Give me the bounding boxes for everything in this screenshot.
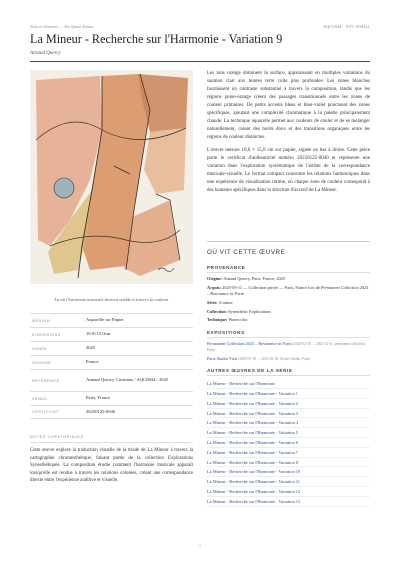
series-link[interactable]: La Mineur - Recherche sur l'Harmonie - Variation 5 (207, 428, 370, 438)
spec-row-year (30, 341, 193, 355)
description-paragraph: L'œuvre mesure 10,0 × 15,0 cm sur papier, signée en bas à droite. Cette pièce porte le certificat d'authenticité numéro 20250125-0040 et représente une variation dans l'exploration systématique de l'artiste de la correspondance musicale-visuelle. Le format compact concentre les relations harmoniques dans une expérience de visualisation intime, où chaque zone de couleur correspond à des hauteurs spécifiques dans la structure d'accord de La Mineur. (207, 148, 370, 193)
spec-value: Paris, France (86, 395, 110, 401)
artwork-caption: La où l'harmonie musicale devient visible à travers la couleur (54, 297, 169, 302)
provenance-collection (207, 309, 370, 316)
series-link[interactable]: La Mineur - Recherche sur l'Harmonie - Variation 3 (207, 409, 370, 419)
page-title: La Mineur - Recherche sur l'Harmonie - Variation 9 (30, 32, 283, 46)
origin-label: Origine: (207, 276, 223, 281)
series-link[interactable]: La Mineur - Recherche sur l'Harmonie - Variation 7 (207, 448, 370, 458)
spec-label: RÉFÉRENCE (32, 378, 60, 383)
specs-table (30, 313, 193, 419)
where-heading: OÙ VIT CETTE ŒUVRE (207, 249, 286, 256)
where-divider (207, 241, 370, 242)
artwork-description (207, 70, 370, 200)
series-link[interactable]: La Mineur - Recherche sur l'Harmonie - Variation 12 (207, 487, 370, 497)
spec-value: France (86, 359, 99, 365)
curatorial-notes: Cette œuvre explore la traduction visuelle de la triade de La Mineur à travers la cartographie chromesthétique, faisant partie de la collection Explorations Synesthétiques. La composition étudie comment l'harmonie musicale apparaît lorsqu'elle est rendue à travers les relations colorées, créant une correspondance directe entre l'expérience auditive et visuelle. (30, 448, 193, 484)
collection-label: Collection: (207, 308, 228, 314)
exhibition-link[interactable]: Permanent Collection 2025 – Resonance in Form (207, 340, 292, 346)
series-list (207, 379, 370, 506)
acquired-during: lors de (308, 284, 320, 290)
series-link[interactable]: La Mineur - Recherche sur l'Harmonie - Variation 11 (207, 477, 370, 487)
provenance-panel (207, 265, 370, 507)
spec-label: DIMENSIONS (32, 332, 61, 337)
series-link[interactable]: La Mineur - Recherche sur l'Harmonie - Variation 1 (207, 389, 370, 399)
provenance-heading: PROVENANCE (207, 265, 370, 273)
origin-value: Arnaud Quercy, Paris, France, 2025 (223, 276, 286, 281)
acquired-label: Acquis: (207, 284, 222, 290)
acquired-event: Permanent Collection 2025 – Resonance in Form (207, 284, 369, 297)
series-link[interactable]: La Mineur - Recherche sur l'Harmonie - Variation 8 (207, 458, 370, 468)
technique-label: Technique: (207, 317, 228, 323)
artist-name: Arnaud Quercy (30, 51, 61, 56)
title-divider (30, 61, 370, 62)
acquired-value: 2025-05-11 — Collection privée — Paris, France (222, 284, 308, 290)
series-link[interactable]: La Mineur - Recherche sur l'Harmonie - Variation 6 (207, 438, 370, 448)
technique-value: Watercolor (228, 317, 248, 323)
spec-value: 2025 (86, 345, 96, 351)
exhibition-link[interactable]: Paris Studio Visit (207, 355, 237, 361)
spec-label: MÉDIUM (32, 318, 51, 323)
provenance-acquired (207, 285, 370, 298)
spec-label: VENDU (32, 396, 48, 401)
spec-label: CERTIFICAT (32, 410, 59, 414)
exhibition-item (207, 356, 370, 362)
spec-row-dimensions (30, 327, 193, 341)
artwork-image[interactable] (30, 70, 193, 284)
notes-divider (30, 442, 193, 443)
page-number: 1 (198, 543, 202, 548)
exhibition-item (207, 341, 370, 354)
spec-label: ANNÉE (32, 346, 48, 351)
spec-label: ORIGINE (32, 360, 52, 365)
reference-code: AQC0844 · NTC-000441 (322, 24, 370, 29)
spec-value: Arnaud Quercy Creations / AQC0844 / 2025 (86, 377, 169, 383)
series-link[interactable]: La Mineur - Recherche sur l'Harmonie - Variation 2 (207, 399, 370, 409)
spec-row-origin (30, 355, 193, 369)
exhibition-meta: (2025-01-18 → 2025-01-18, Artist's Studio, Paris) (238, 356, 311, 361)
series-link[interactable]: La Mineur - Recherche sur l'Harmonie (207, 379, 370, 389)
description-paragraph: Les tons orange dominent la surface, apparaissant en multiples variations du saumon clair aux teintes terre cuite plus profondes. Les zones blanches fournissent un contraste substantiel à travers la composition, tandis que les régions jaune-orange créent des passages transitionnels entre les zones de couleur primaires. De petits accents bleus et bleu-violet ponctuent des zones spécifiques, ajoutant une complexité chromatique à la palette principalement chaude. La technique aquarelle permet aux couleurs de couler et de se mélanger naturellement, créant des bords doux et des transitions organiques entre les régions de couleur distinctes. (207, 71, 370, 140)
series-value: A minor (218, 299, 233, 305)
spec-value: 20250125-0040 (86, 408, 116, 414)
provenance-origin (207, 276, 370, 283)
spec-row-medium (30, 313, 193, 327)
series-link[interactable]: La Mineur - Recherche sur l'Harmonie - Variation 10 (207, 467, 370, 477)
spec-row-reference (30, 369, 193, 391)
series-heading: AUTRES ŒUVRES DE LA SÉRIE (207, 368, 370, 376)
provenance-technique (207, 317, 370, 324)
provenance-series (207, 300, 370, 307)
exhibition-meta: (2025-02-20 → 2025-12-31, permanent collection, Paris) (207, 341, 366, 353)
notes-heading: NOTES CURATORIALES (30, 435, 84, 439)
series-link[interactable]: La Mineur - Recherche sur l'Harmonie - Variation 13 (207, 497, 370, 507)
collection-value: Synesthetic Explorations (228, 308, 271, 314)
spec-value: 10.0×15.0cm (86, 331, 111, 337)
series-link[interactable]: La Mineur - Recherche sur l'Harmonie - Variation 4 (207, 418, 370, 428)
exhibitions-heading: EXPOSITIONS (207, 330, 370, 338)
spec-value: Aquarelle sur Papier (86, 317, 124, 323)
spec-row-certificate (30, 405, 193, 419)
breadcrumb[interactable]: Notices d'œuvres — Art Quarz Anima (30, 24, 93, 29)
series-label: Série: (207, 299, 218, 305)
spec-row-sold (30, 391, 193, 405)
